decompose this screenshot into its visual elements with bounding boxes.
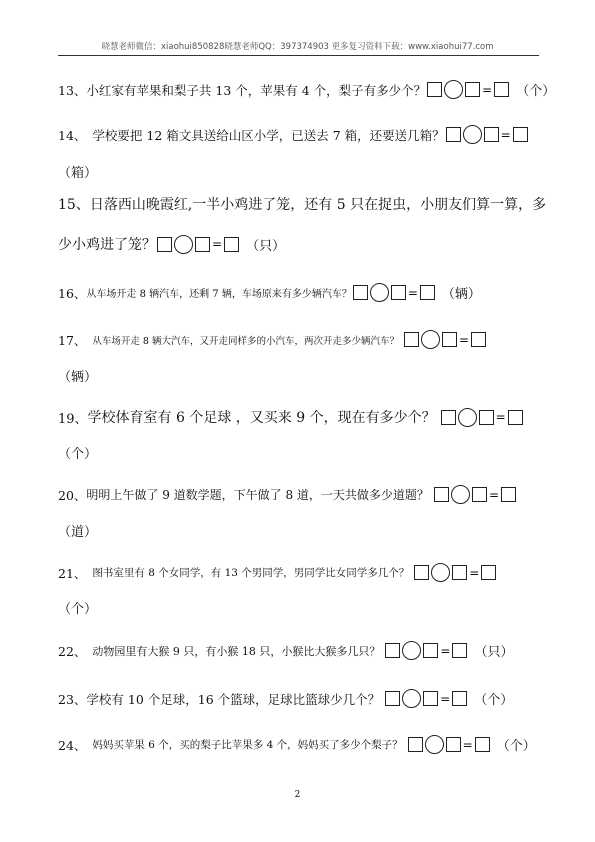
answer-box[interactable] xyxy=(465,82,480,97)
question-20-unit-line xyxy=(58,521,97,540)
answer-box[interactable] xyxy=(484,127,499,142)
equals-sign: = xyxy=(462,737,473,752)
answer-box[interactable] xyxy=(391,285,406,300)
question-15 xyxy=(58,194,546,214)
answer-box[interactable] xyxy=(353,285,368,300)
result-box[interactable] xyxy=(471,332,486,347)
operator-circle[interactable] xyxy=(402,689,421,708)
question-number: 16、 xyxy=(58,285,87,301)
question-24 xyxy=(58,735,536,754)
question-number: 13、 xyxy=(58,82,87,98)
equals-sign: = xyxy=(482,82,493,97)
equals-sign: = xyxy=(459,332,470,347)
operator-circle[interactable] xyxy=(431,563,450,582)
question-text: 图书室里有 8 个女同学，有 13 个男同学，男同学比女同学多几个？ xyxy=(92,567,410,579)
unit-label: （箱） xyxy=(58,166,98,181)
unit-label: （道） xyxy=(58,525,98,540)
equals-sign: = xyxy=(500,127,511,142)
question-number: 21、 xyxy=(58,565,87,581)
answer-formula xyxy=(352,283,436,302)
answer-box[interactable] xyxy=(414,565,429,580)
answer-box[interactable] xyxy=(472,487,487,502)
question-text: 学校有 10 个足球，16 个篮球，足球比篮球少几个？ xyxy=(86,691,381,707)
answer-formula xyxy=(403,330,487,349)
answer-formula xyxy=(426,80,510,99)
question-14 xyxy=(58,125,529,144)
question-text: 妈妈买苹果 6 个，买的梨子比苹果多 4 个，妈妈买了多少个梨子？ xyxy=(92,739,403,751)
result-box[interactable] xyxy=(508,410,523,425)
answer-box[interactable] xyxy=(434,487,449,502)
result-box[interactable] xyxy=(513,127,528,142)
question-17 xyxy=(58,330,487,349)
question-number: 15、 xyxy=(58,197,90,213)
answer-box[interactable] xyxy=(195,237,210,252)
equals-sign: = xyxy=(212,237,223,251)
answer-box[interactable] xyxy=(385,643,400,658)
result-box[interactable] xyxy=(452,691,467,706)
question-text: 日落西山晚霞红,一半小鸡进了笼，还有 5 只在捉虫，小朋友们算一算，多 xyxy=(89,197,547,213)
question-text: 小红家有苹果和梨子共 13 个，苹果有 4 个，梨子有多少个？ xyxy=(86,82,427,98)
operator-circle[interactable] xyxy=(451,485,470,504)
question-text: 从车场开走 8 辆汽车，还剩 7 辆，车场原来有多少辆汽车？ xyxy=(86,289,352,300)
question-19 xyxy=(58,407,524,427)
answer-box[interactable] xyxy=(442,332,457,347)
question-23 xyxy=(58,689,513,708)
question-number: 23、 xyxy=(58,691,87,707)
equals-sign: = xyxy=(495,410,506,424)
answer-box[interactable] xyxy=(423,691,438,706)
answer-box[interactable] xyxy=(452,565,467,580)
operator-circle[interactable] xyxy=(425,735,444,754)
answer-box[interactable] xyxy=(385,691,400,706)
unit-label: （个） xyxy=(496,739,536,754)
question-22 xyxy=(58,641,513,660)
result-box[interactable] xyxy=(501,487,516,502)
question-21 xyxy=(58,563,497,582)
answer-box[interactable] xyxy=(423,643,438,658)
question-text: 明明上午做了 9 道数学题，下午做了 8 道，一天共做多少道题？ xyxy=(86,488,429,502)
question-text: 动物园里有大猴 9 只，有小猴 18 只，小猴比大猴多几只？ xyxy=(92,644,381,658)
answer-box[interactable] xyxy=(427,82,442,97)
operator-circle[interactable] xyxy=(444,80,463,99)
question-number: 14、 xyxy=(58,127,87,143)
unit-label: （个） xyxy=(58,447,98,462)
question-21-unit-line xyxy=(58,598,97,617)
result-box[interactable] xyxy=(224,237,239,252)
answer-box[interactable] xyxy=(157,237,172,252)
answer-box[interactable] xyxy=(408,737,423,752)
answer-formula xyxy=(433,485,517,504)
answer-box[interactable] xyxy=(446,737,461,752)
answer-formula xyxy=(413,563,497,582)
question-19-unit-line xyxy=(58,443,97,462)
answer-formula xyxy=(445,125,529,144)
answer-formula xyxy=(384,641,468,660)
unit-label: （个） xyxy=(58,602,98,617)
question-number: 17、 xyxy=(58,332,87,348)
equals-sign: = xyxy=(488,487,499,502)
equals-sign: = xyxy=(407,285,418,300)
question-text-continued: 少小鸡进了笼？ xyxy=(58,237,156,253)
equals-sign: = xyxy=(440,691,451,706)
page-number: 2 xyxy=(294,790,301,800)
question-16 xyxy=(58,283,481,302)
question-text: 学校要把 12 箱文具送给山区小学，已送去 7 箱，还要送几箱？ xyxy=(92,127,445,143)
answer-box[interactable] xyxy=(446,127,461,142)
question-20 xyxy=(58,485,517,504)
operator-circle[interactable] xyxy=(463,125,482,144)
question-number: 22、 xyxy=(58,643,87,659)
question-text: 从车场开走 8 辆大汽车，又开走同样多的小汽车，两次开走多少辆汽车？ xyxy=(92,335,399,347)
operator-circle[interactable] xyxy=(421,330,440,349)
question-15-line-2 xyxy=(58,234,285,254)
question-14-unit-line xyxy=(58,162,97,181)
result-box[interactable] xyxy=(481,565,496,580)
result-box[interactable] xyxy=(452,643,467,658)
question-13 xyxy=(58,80,555,99)
answer-formula xyxy=(384,689,468,708)
unit-label: （辆） xyxy=(441,287,481,302)
question-17-unit-line xyxy=(58,366,97,385)
result-box[interactable] xyxy=(494,82,509,97)
answer-formula xyxy=(407,735,491,754)
question-number: 24、 xyxy=(58,737,87,753)
operator-circle[interactable] xyxy=(174,235,193,254)
unit-label: （个） xyxy=(474,693,514,708)
result-box[interactable] xyxy=(475,737,490,752)
answer-formula xyxy=(440,408,524,427)
answer-box[interactable] xyxy=(404,332,419,347)
header-rule xyxy=(58,55,539,56)
answer-box[interactable] xyxy=(479,410,494,425)
operator-circle[interactable] xyxy=(402,641,421,660)
page-header: 晓慧老师微信：xiaohui850828晓慧老师QQ：397374903 更多复习资料下载：www.xiaohui77.com xyxy=(101,42,494,52)
operator-circle[interactable] xyxy=(370,283,389,302)
equals-sign: = xyxy=(440,643,451,658)
question-number: 19、 xyxy=(58,411,88,427)
unit-label: （只） xyxy=(246,238,286,254)
result-box[interactable] xyxy=(420,285,435,300)
operator-circle[interactable] xyxy=(458,408,477,427)
question-text: 学校体育室有 6 个足球 ，又买来 9 个，现在有多少个？ xyxy=(87,410,436,426)
equals-sign: = xyxy=(469,565,480,580)
unit-label: （个） xyxy=(516,84,556,99)
unit-label: （只） xyxy=(474,645,514,660)
question-number: 20、 xyxy=(58,487,87,503)
unit-label: （辆） xyxy=(58,370,98,385)
answer-formula xyxy=(156,235,240,254)
answer-box[interactable] xyxy=(441,410,456,425)
